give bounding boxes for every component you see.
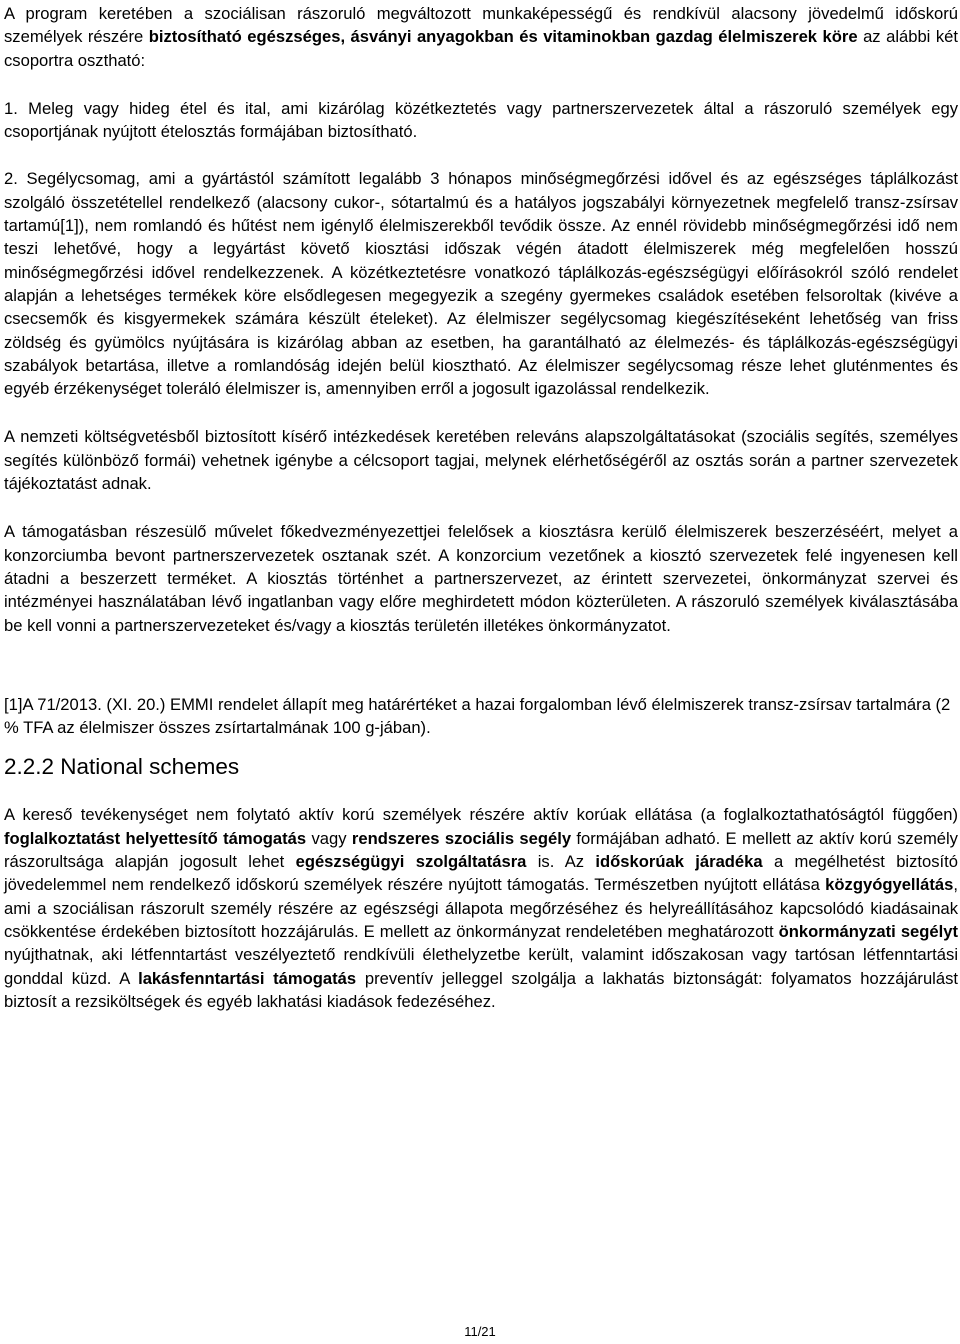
paragraph-national-schemes xyxy=(4,803,958,1013)
schemes-text-1: A kereső tevékenységet nem folytató aktív korú személyek részére aktív korúak ellátása (a foglalkoztathatóságtól függően) xyxy=(4,805,958,825)
schemes-bold-health-services: egészségügyi szolgáltatásra xyxy=(295,852,527,872)
document-page xyxy=(4,0,958,1013)
intro-paragraph xyxy=(4,0,958,72)
intro-bold-food-range: biztosítható egészséges, ásványi anyagokban és vitaminokban gazdag élelmiszerek köre xyxy=(148,27,858,47)
section-heading: 2.2.2 National schemes xyxy=(4,754,240,780)
schemes-text-5: a megélhetést biztosító jövedelemmel nem rendelkező időskorú személyek részére nyújtott támogatás. Természetben nyújtott ellátása xyxy=(4,852,959,895)
page-number: 11/21 xyxy=(464,1324,496,1339)
footnote: [1]A 71/2013. (XI. 20.) EMMI rendelet állapít meg határértéket a hazai forgalomban lévő élelmiszerek transz-zsírsav tartalmára (2 % TFA az élelmiszer összes zsírtartalmának 100 g-jában). xyxy=(4,694,951,737)
intro-text-2: az alábbi két csoportra osztható: xyxy=(4,27,959,70)
paragraph-national-measures: A nemzeti költségvetésből biztosított kísérő intézkedések keretében releváns alapszolgáltatásokat (szociális segítés, személyes segítés különböző formái) vehetnek igénybe a célcsoport tagjai, melynek elérhetőségéről az osztás során a partner szervezetek tájékoztatást adnak. xyxy=(4,427,958,494)
list-item-aid-package: 2. Segélycsomag, ami a gyártástól számított legalább 3 hónapos minőségmegőrzési idővel és az egészséges táplálkozást szolgáló összetétellel rendelkező (alacsony cukor-, sótartalmú és a hatályos jogszabályi környezetnek megfelelő transz-zsírsav tartamú[1]), nem romlandó és hűtést nem igénylő élelmiszerekből tevődik össze. Az ennél rövidebb minőségmegőrzési idő nem teszi lehetővé, hogy a legyártást követő kiosztási időszak végén átadott élelmiszerek még megfelelően hosszú minőségmegőrzési idővel rendelkezzenek. A közétkeztetésre vonatkozó táplálkozás-egészségügyi előírásokról szóló rendelet alapján a lehetséges termékek köre elsődlegesen megegyezik a szegény gyermekes családok esetében felsoroltak (kivéve a csecsemők és kisgyermekek számára készült ételeket). Az élelmiszer segélycsomag kiegészítéseként lehetőség van friss zöldség és gyümölcs nyújtására is kizárólag abban az esetben, ha garantálható az élelmezés- és táplálkozás-egészségügyi szabályok betartása, illetve a romlandóság idején belül kiosztható. Az élelmiszer segélycsomag része lehet gluténmentes és egyéb érzékenységet toleráló élelmiszer is, amennyiben erről a jogosult igazolással rendelkezik. xyxy=(4,169,958,399)
schemes-bold-employment-support: foglalkoztatást helyettesítő támogatás xyxy=(4,828,307,848)
schemes-bold-public-healthcare: közgyógyellátás xyxy=(825,875,954,895)
schemes-text-3: formájában adható. E mellett az aktív korú személy rászorultsága alapján jogosult lehet xyxy=(4,828,958,872)
schemes-bold-housing-support: lakásfenntartási támogatás xyxy=(138,968,357,988)
schemes-text-4: is. Az xyxy=(526,852,596,872)
schemes-text-6: , ami a szociálisan rászorult személy részére az egészségi állapota megőrzéséhez és helyreállításához kapcsolódó kiadásainak csökkentése érdekében biztosított hozzájárulás. E mellett az önkormányzat rendeletében meghatározott xyxy=(4,875,958,941)
schemes-text-2: vagy xyxy=(306,828,352,848)
paragraph-distribution: A támogatásban részesülő művelet főkedvezményezettjei felelősek a kiosztásra kerülő élelmiszerek beszerzéséért, melyet a konzorciumba bevont partnerszervezetek osztanak szét. A konzorcium vezetőnek a kiosztó szervezetek felé ingyenesen kell átadni a beszerzett terméket. A kiosztás történhet a partnerszervezet, az érintett szervezetei, önkormányzat szervei és intézményei használatában lévő ingatlanban vagy előre meghirdetett módon közterületen. A rászoruló személyek kiválasztásába be kell vonni a partnerszervezeteket és/vagy a kiosztás területén illetékes önkormányzatot. xyxy=(4,522,958,635)
schemes-text-7: nyújthatnak, aki létfenntartást veszélyeztető rendkívüli élethelyzetbe került, valamint időszakosan vagy tartósan létfenntartási gonddal küzd. A xyxy=(4,945,958,988)
list-item-hot-cold-meal: 1. Meleg vagy hideg étel és ital, ami kizárólag közétkeztetés vagy partnerszervezetek által a rászoruló személyek egy csoportjának nyújtott ételosztás formájában biztosítható. xyxy=(4,98,958,142)
schemes-text-8: preventív jelleggel szolgálja a lakhatás biztonságát: folyamatos hozzájárulást biztosít a rezsiköltségek és egyéb lakhatási kiadások fedezéséhez. xyxy=(4,968,959,1011)
schemes-bold-regular-social-aid: rendszeres szociális segély xyxy=(351,828,572,848)
schemes-bold-elderly-allowance: időskorúak járadéka xyxy=(595,852,763,872)
schemes-bold-municipal-aid: önkormányzati segélyt xyxy=(778,921,959,941)
intro-text-1: A program keretében a szociálisan rászoruló megváltozott munkaképességű és rendkívül alacsony jövedelmű időskorú személyek részére xyxy=(4,4,958,47)
